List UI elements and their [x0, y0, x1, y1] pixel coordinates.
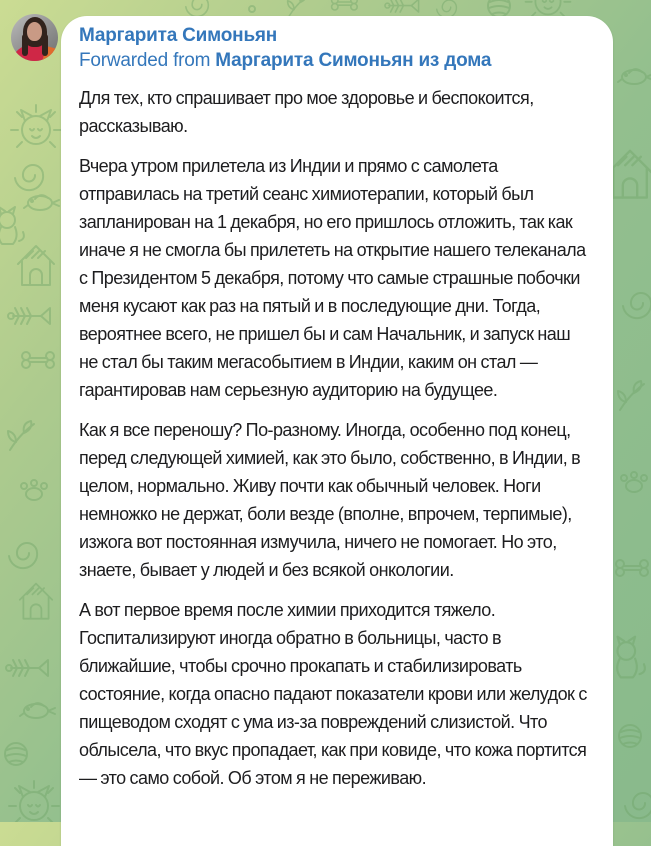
forwarded-channel-link[interactable]: Маргарита Симоньян из дома — [215, 50, 492, 71]
message-paragraph: А вот первое время после химии приходится тяжело. Госпитализируют иногда обратно в больницы, часто в ближайшие, чтобы срочно прокапать и стабилизировать состояние, когда опасно падают показатели крови или желудок с пищеводом сходят с ума из-за повреждений слизистой. Что облысела, что вкус пропадает, как при ковиде, что кожа портится — это само собой. Об этом я не переживаю. — [79, 600, 587, 788]
message-bubble — [61, 16, 613, 846]
message-text — [79, 84, 592, 792]
message-paragraph: Для тех, кто спрашивает про мое здоровье и беспокоится, рассказываю. — [79, 88, 534, 136]
avatar[interactable] — [11, 14, 58, 61]
message-paragraph: Вчера утром прилетела из Индии и прямо с самолета отправилась на третий сеанс химиотерапии, который был запланирован на 1 декабря, но его пришлось отложить, так как иначе я не смогла бы прилететь на открытие нашего телеканала с Президентом 5 декабря, потому что самые страшные побочки меня кусают как раз на пятый и в последующие дни. Тогда, вероятнее всего, не пришел бы и сам Начальник, и запуск наш не стал бы таким мегасобытием в Индии, каким он стал — гарантировав нам серьезную аудиторию на будущее. — [79, 156, 586, 400]
sender-name-link[interactable]: Маргарита Симоньян — [79, 25, 278, 46]
forwarded-header — [79, 48, 592, 74]
forwarded-label: Forwarded from — [79, 50, 211, 71]
message-paragraph: Как я все переношу? По-разному. Иногда, особенно под конец, перед следующей химией, как это было, собственно, в Индии, в целом, нормально. Живу почти как обычный человек. Ноги немножко не держат, боли везде (вполне, впрочем, терпимые), изжога вот постоянная измучила, ничего не помогает. Но это, знаете, бывает у людей и без всякой онкологии. — [79, 420, 581, 580]
avatar-face — [27, 22, 42, 41]
